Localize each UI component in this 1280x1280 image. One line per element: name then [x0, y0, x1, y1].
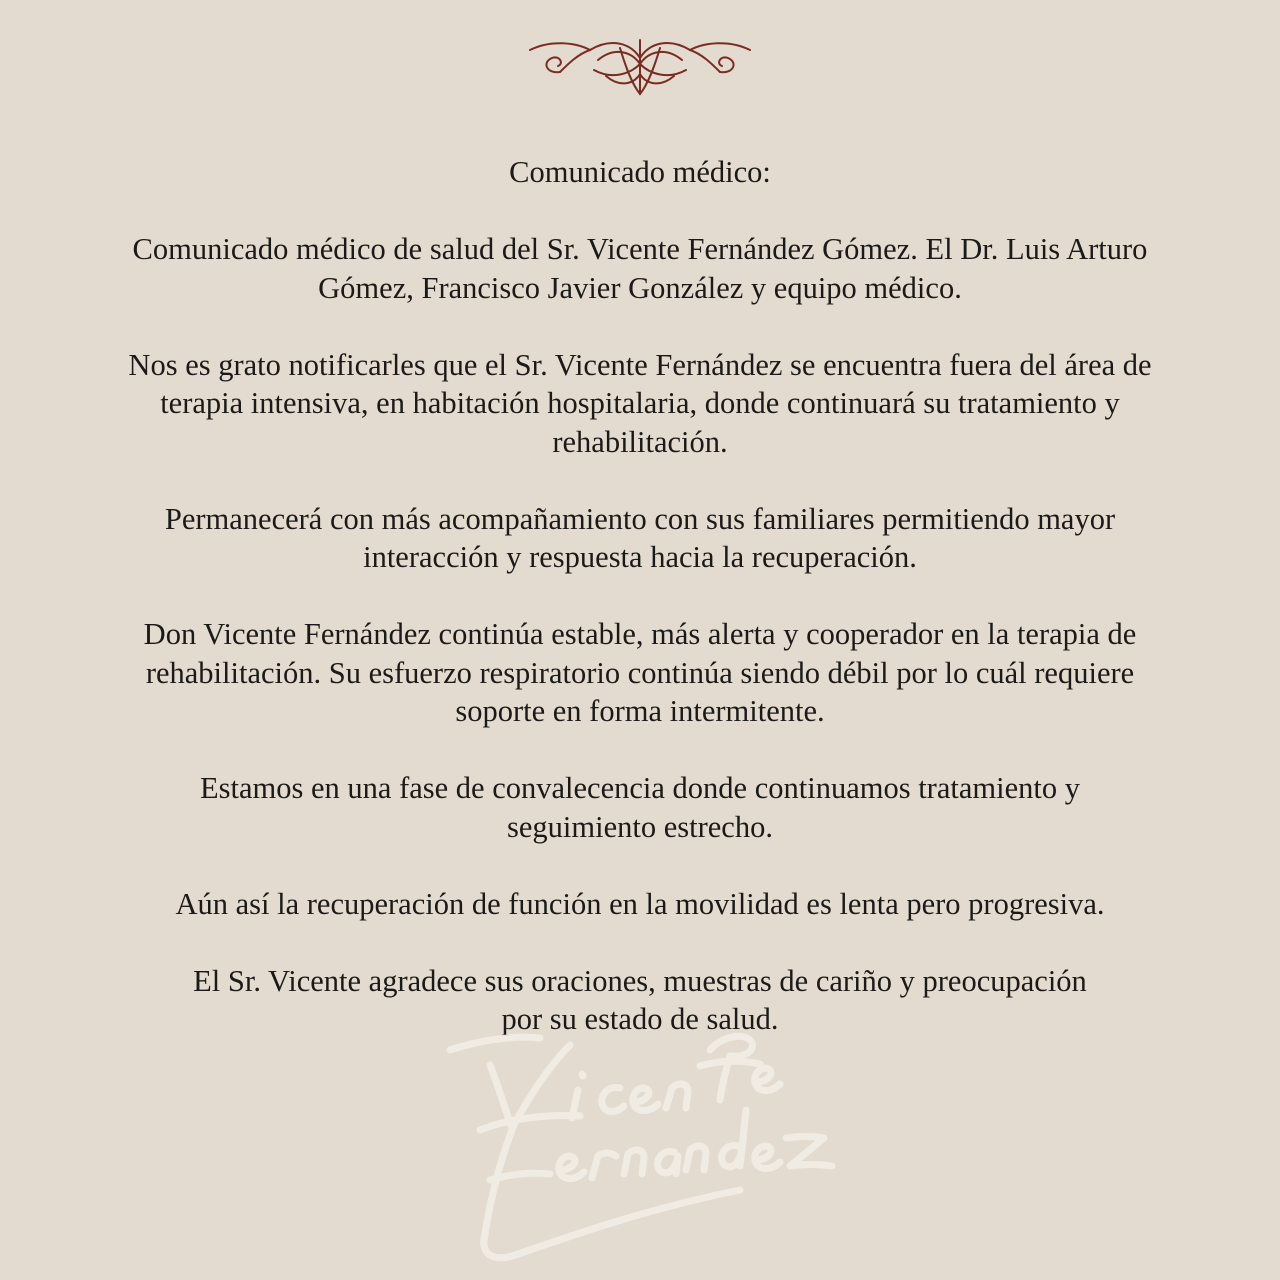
text-line: Aún así la recuperación de función en la movilidad es lenta pero progresiva.: [175, 886, 1105, 921]
text-line: por su estado de salud.: [501, 1002, 779, 1036]
text-line: Don Vicente Fernández continúa estable, más alerta y cooperador en la terapia de: [143, 617, 1137, 651]
heading-line: Comunicado médico:: [509, 155, 771, 189]
text-line: Estamos en una fase de convalecencia donde continuamos tratamiento y: [200, 771, 1080, 805]
paragraph-attending-doctors: [40, 230, 1240, 307]
text-line: terapia intensiva, en habitación hospitalaria, donde continuará su tratamiento y: [160, 386, 1120, 420]
text-line: seguimiento estrecho.: [507, 809, 773, 844]
text-line: interacción y respuesta hacia la recuperación.: [363, 540, 917, 574]
paragraph-mobility-recovery: [40, 885, 1240, 924]
paragraph-out-of-intensive-care: [40, 346, 1240, 462]
text-line: soporte en forma intermitente.: [455, 694, 825, 728]
text-line: El Sr. Vicente agradece sus oraciones, muestras de cariño y preocupación: [193, 963, 1087, 998]
text-line: Gómez, Francisco Javier González y equipo médico.: [318, 270, 962, 305]
text-line: Nos es grato notificarles que el Sr. Vicente Fernández se encuentra fuera del área de: [128, 347, 1152, 382]
paragraph-stable-condition: [40, 615, 1240, 731]
flourish-ornament-icon: [520, 28, 760, 100]
paragraph-convalescence: [40, 769, 1240, 846]
communique-heading: [40, 153, 1240, 192]
text-line: Permanecerá con más acompañamiento con sus familiares permitiendo mayor: [164, 501, 1116, 536]
paragraph-family-accompaniment: [40, 500, 1240, 577]
vicente-fernandez-signature-icon: [420, 1010, 880, 1270]
text-line: Comunicado médico de salud del Sr. Vicente Fernández Gómez. El Dr. Luis Arturo: [132, 232, 1148, 266]
communique-body: [40, 153, 1240, 1039]
text-line: rehabilitación. Su esfuerzo respiratorio continúa siendo débil por lo cuál requiere: [145, 655, 1135, 690]
text-line: rehabilitación.: [552, 424, 728, 459]
